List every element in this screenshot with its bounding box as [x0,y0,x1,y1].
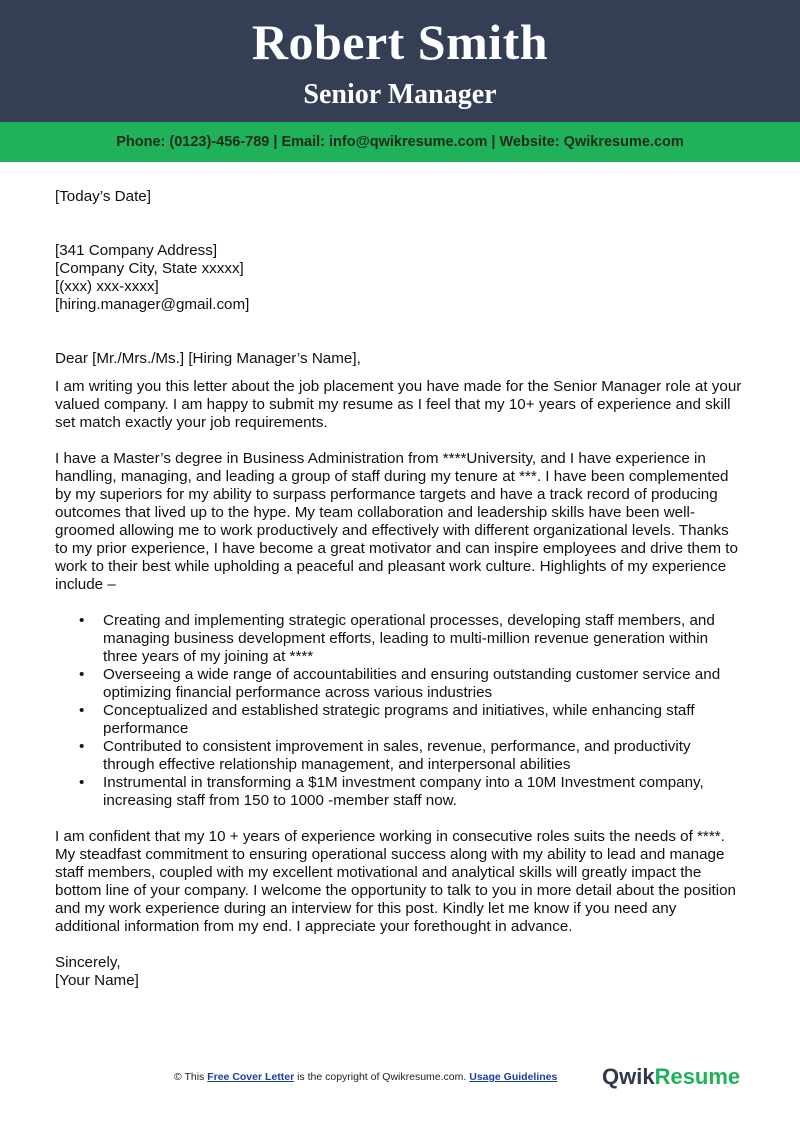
list-item: • Creating and implementing strategic operational processes, developing staff members, and managing business development efforts, leading to multi-million revenue generation within three years of my joining at **** [79,612,715,665]
highlights-list [55,612,745,810]
applicant-title: Senior Manager [303,79,497,110]
qwikresume-logo[interactable]: QwikResume [602,1064,741,1089]
address-line: [341 Company Address] [55,242,218,259]
list-item: • Overseeing a wide range of accountabilities and ensuring outstanding customer service and optimizing financial performance across various industries [79,666,721,701]
letter-date: [Today’s Date] [55,188,151,205]
paragraph-experience: I have a Master’s degree in Business Administration from ****University, and I have experience in handling, managing, and leading a group of staff during my tenure at ***. I have been complemented by my superiors for my ability to surpass performance targets and have a track record of producing outcomes that lived up to the hype. My team collaboration and leadership skills have been well-groomed allowing me to work productively and effectively with different organizational levels. Thanks to my prior experience, I have become a great motivator and can inspire employees and drive them to work to their best while upholding a peaceful and pleasant work culture. Highlights of my experience include – [55,450,738,593]
paragraph-closing: I am confident that my 10 + years of experience working in consecutive roles suits the needs of ****. My steadfast commitment to ensuring operational success along with my ability to lead and manage staff members, coupled with my excellent motivational and analytical skills will greatly impact the bottom line of your company. I welcome the opportunity to talk to you in more detail about the position and my work experience during an interview for this post. Kindly let me know if you need any additional information from my end. I appreciate your forethought in advance. [55,828,737,935]
footer [0,1062,800,1092]
address-line: [(xxx) xxx-xxxx] [55,278,159,295]
closing: Sincerely, [55,954,121,971]
bullet-icon: • [79,612,85,629]
contact-bar: Phone: (0123)-456-789 | Email: info@qwikresume.com | Website: Qwikresume.com [0,122,800,162]
bullet-icon: • [79,774,85,791]
bullet-icon: • [79,702,85,719]
salutation: Dear [Mr./Mrs./Ms.] [Hiring Manager’s Name], [55,350,361,367]
applicant-name: Robert Smith [251,14,549,70]
recipient-address [55,242,745,314]
bullet-icon: • [79,738,85,755]
copyright-notice: © This Free Cover Letter is the copyright of Qwikresume.com. Usage Guidelines [174,1071,558,1083]
address-line: [Company City, State xxxxx] [55,260,244,277]
bullet-icon: • [79,666,85,683]
address-line: [hiring.manager@gmail.com] [55,296,250,313]
paragraph-intro: I am writing you this letter about the job placement you have made for the Senior Manager role at your valued company. I am happy to submit my resume as I feel that my 10+ years of experience and skill set match exactly your job requirements. [55,378,742,431]
list-item: • Instrumental in transforming a $1M investment company into a 10M Investment company, increasing staff from 150 to 1000 -member staff now. [79,774,704,809]
usage-guidelines-link[interactable]: Usage Guidelines [469,1071,558,1083]
signature: [Your Name] [55,972,139,989]
list-item: • Contributed to consistent improvement in sales, revenue, performance, and productivity through effective relationship management, and interpersonal abilities [79,738,691,773]
free-cover-letter-link[interactable]: Free Cover Letter [207,1071,295,1083]
letter-body [55,188,745,990]
header-banner [0,0,800,122]
list-item: • Conceptualized and established strategic programs and initiatives, while enhancing staff performance [79,702,695,737]
